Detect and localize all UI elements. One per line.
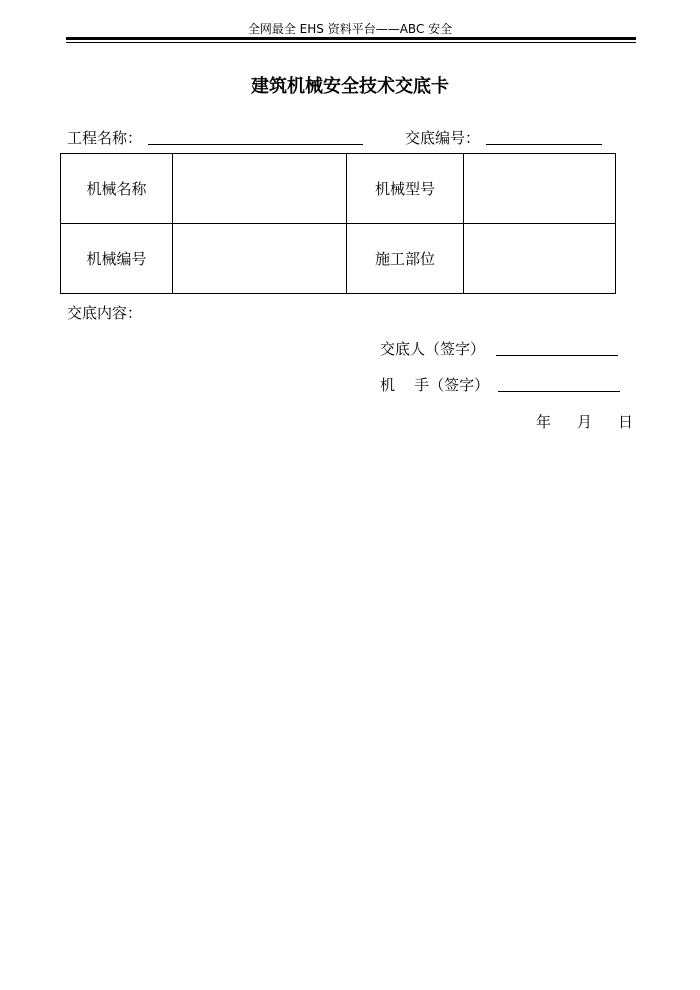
discloser-signature-field[interactable] [496, 355, 618, 356]
machine-number-cell[interactable] [173, 224, 347, 294]
project-name-label: 工程名称： [67, 129, 143, 147]
machine-name-cell[interactable] [173, 154, 347, 224]
construction-location-cell[interactable] [464, 224, 616, 294]
platform-header: 全网最全 EHS 资料平台——ABC 安全 [247, 22, 453, 36]
date-year-label: 年 [536, 413, 552, 431]
machine-info-table [60, 153, 616, 294]
machine-model-label: 机械型号 [347, 154, 464, 224]
operator-signature-field[interactable] [498, 391, 620, 392]
project-name-field[interactable] [148, 144, 363, 145]
discloser-signature-label: 交底人（签字） [380, 340, 486, 358]
header-rule-thin [66, 42, 636, 43]
machine-model-cell[interactable] [464, 154, 616, 224]
machine-number-label: 机械编号 [61, 224, 173, 294]
disclosure-number-field[interactable] [486, 144, 602, 145]
operator-signature-label: 机 手（签字） [380, 376, 490, 394]
machine-name-label: 机械名称 [61, 154, 173, 224]
construction-location-label: 施工部位 [347, 224, 464, 294]
date-day-label: 日 [618, 413, 634, 431]
document-title: 建筑机械安全技术交底卡 [251, 76, 449, 97]
table-row [61, 154, 616, 224]
disclosure-number-label: 交底编号： [405, 129, 481, 147]
table-row [61, 224, 616, 294]
disclosure-content-label: 交底内容： [67, 304, 143, 322]
date-month-label: 月 [577, 413, 593, 431]
header-rule-thick [66, 37, 636, 40]
